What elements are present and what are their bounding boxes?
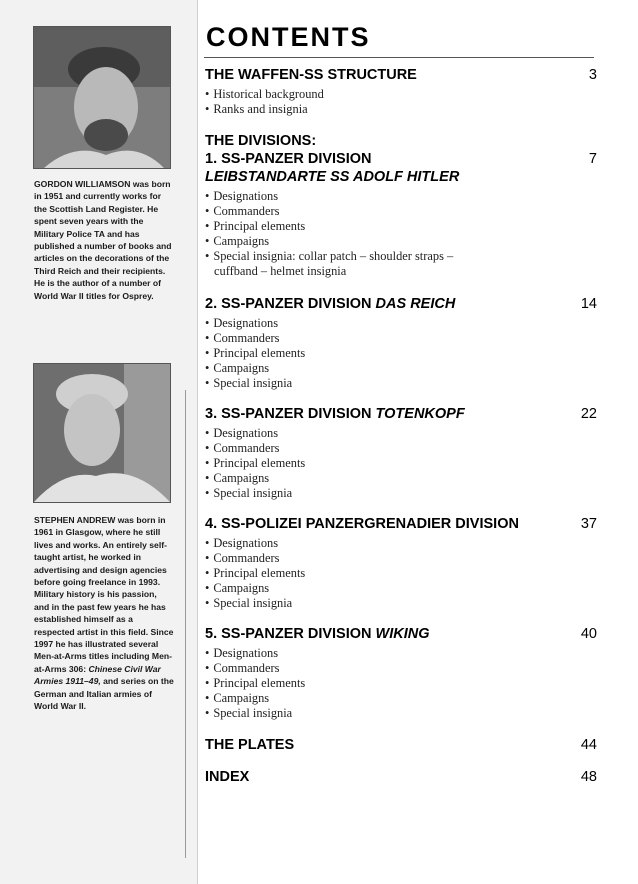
author-photo-gordon-williamson xyxy=(33,26,171,169)
toc-subitem: • Designations xyxy=(205,646,279,660)
page-gutter xyxy=(197,0,198,884)
toc-page-number: 40 xyxy=(580,626,597,642)
author-name: GORDON WILLIAMSON xyxy=(34,179,131,189)
toc-entry-title[interactable]: 1. SS-PANZER DIVISION xyxy=(205,151,372,167)
toc-subitem: • Principal elements xyxy=(205,676,306,690)
heading-rule xyxy=(204,57,594,58)
toc-entry-title[interactable]: INDEX xyxy=(205,769,250,785)
toc-subitem: • Ranks and insignia xyxy=(205,102,308,116)
toc-subitem: • Campaigns xyxy=(205,581,270,595)
toc-subitem: • Special insignia xyxy=(205,376,293,390)
toc-page-number: 7 xyxy=(588,151,597,167)
author-name: STEPHEN ANDREW xyxy=(34,515,116,525)
toc-section-index xyxy=(205,768,597,786)
toc-section-structure xyxy=(205,66,597,117)
toc-subitem: • Special insignia xyxy=(205,706,293,720)
toc-subitem: • Campaigns xyxy=(205,234,270,248)
toc-subitem: • Campaigns xyxy=(205,471,270,485)
toc-subitem: • Principal elements xyxy=(205,219,306,233)
toc-subitem: • Historical background xyxy=(205,87,324,101)
toc-subitem: • Special insignia xyxy=(205,486,293,500)
author-photo-stephen-andrew xyxy=(33,363,171,503)
toc-subitem: • Commanders xyxy=(205,441,280,455)
toc-subitem: • Principal elements xyxy=(205,346,306,360)
toc-section-division-2 xyxy=(205,295,597,391)
author-bio-italic-title: Chinese Civil War Armies 1911–49, xyxy=(34,663,161,687)
toc-page-number: 48 xyxy=(580,769,597,785)
toc-entry-title[interactable]: 2. SS-PANZER DIVISION DAS REICH xyxy=(205,296,456,312)
toc-entry-title[interactable]: 4. SS-POLIZEI PANZERGRENADIER DIVISION xyxy=(205,516,519,532)
toc-subitem: • Special insignia xyxy=(205,596,293,610)
toc-subitem: • Commanders xyxy=(205,331,280,345)
toc-entry-title[interactable]: THE WAFFEN-SS STRUCTURE xyxy=(205,67,417,83)
toc-entry-subtitle: LEIBSTANDARTE SS ADOLF HITLER xyxy=(205,169,460,185)
toc-subitem: • Campaigns xyxy=(205,691,270,705)
toc-subitem: • Commanders xyxy=(205,551,280,565)
toc-subitem: • Principal elements xyxy=(205,566,306,580)
author-bio-text-end: and series on the German and Italian armies of World War II. xyxy=(34,676,174,712)
toc-subitem: • Campaigns xyxy=(205,361,270,375)
sidebar-rule xyxy=(185,390,186,858)
toc-page-number: 37 xyxy=(580,516,597,532)
toc-section-plates xyxy=(205,736,597,754)
author-bio-text: was born in 1961 in Glasgow, where he still lives and works. An entirely self-taught artist, he worked in advertising and design agencies before going freelance in 1993. Military history is his passion, and in the past few years he has established himself as a respected artist in this field. Since 1997 he has illustrated several Men-at-Arms titles including Men-at-Arms 306: xyxy=(34,515,174,674)
toc-page-number: 3 xyxy=(588,67,597,83)
toc-subitem: • Commanders xyxy=(205,204,280,218)
toc-subitem: • Designations xyxy=(205,426,279,440)
toc-page-number: 14 xyxy=(580,296,597,312)
toc-subitem: • Designations xyxy=(205,536,279,550)
toc-subitem: • Principal elements xyxy=(205,456,306,470)
toc-entry-title[interactable]: THE PLATES xyxy=(205,737,295,753)
toc-page-number: 44 xyxy=(580,737,597,753)
divisions-heading: THE DIVISIONS: xyxy=(205,133,317,149)
toc-section-division-1 xyxy=(205,132,597,279)
toc-subitem: • Designations xyxy=(205,189,279,203)
toc-entry-title[interactable]: 3. SS-PANZER DIVISION TOTENKOPF xyxy=(205,406,465,422)
contents-heading: CONTENTS xyxy=(206,22,371,52)
toc-subitem: • Designations xyxy=(205,316,279,330)
author-bio-text: was born in 1951 and currently works for the Scottish Land Register. He spent seven years with the Military Police TA and has published a number of books and articles on the decorations of the Third Reich and their recipients. He is the author of a number of World War II titles for Osprey. xyxy=(34,179,172,301)
toc-subitem: • Special insignia: collar patch – shoulder straps – cuffband – helmet insignia xyxy=(205,249,454,278)
toc-entry-title[interactable]: 5. SS-PANZER DIVISION WIKING xyxy=(205,626,430,642)
toc-section-division-4 xyxy=(205,515,597,611)
toc-section-division-3 xyxy=(205,405,597,501)
toc-section-division-5 xyxy=(205,625,597,721)
author-bio-gordon-williamson xyxy=(34,178,174,302)
toc-subitem: • Commanders xyxy=(205,661,280,675)
author-bio-stephen-andrew xyxy=(34,514,174,713)
toc-page-number: 22 xyxy=(580,406,597,422)
